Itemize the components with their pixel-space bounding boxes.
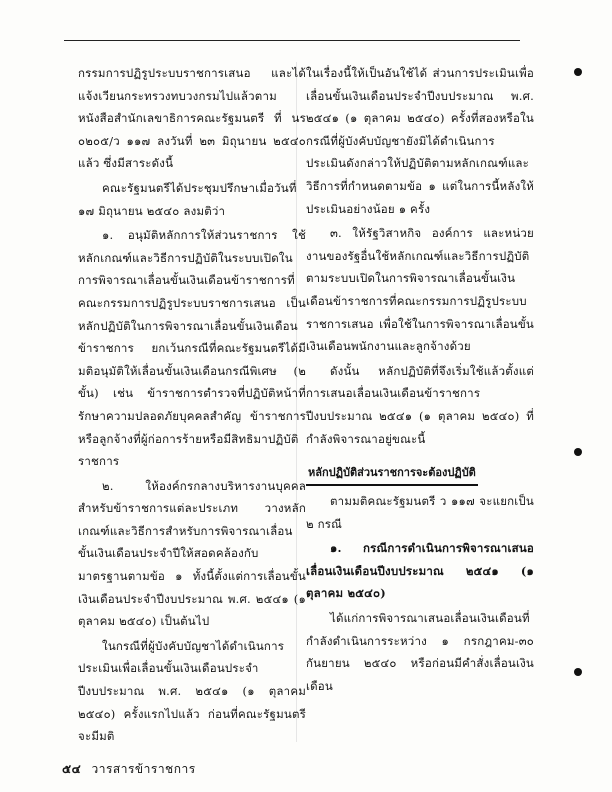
- paragraph: ตามมติคณะรัฐมนตรี ว ๑๑๗ จะแยกเป็น ๒ กรณี: [306, 494, 534, 531]
- journal-name: วารสารข้าราชการ: [91, 762, 196, 776]
- paragraph: ดังนั้น หลักปฏิบัติที่จึงเริ่มใช้แล้วตั้งแต่การเสนอเลื่อนเงินเดือนข้าราชการปีงบประมาณ ๒๕๔๑ (๑ ตุลาคม ๒๕๔๐) ที่กำลังพิจารณาอยู่ขณะนี้: [306, 363, 534, 446]
- right-column: [306, 62, 534, 699]
- header-rule: [64, 40, 520, 41]
- paragraph: ในกรณีที่ผู้บังคับบัญชาได้ดำเนินการประเมินเพื่อเลื่อนขั้นเงินเดือนประจำปีงบประมาณ พ.ศ. ๒๕๔๑ (๑ ตุลาคม ๒๕๔๐) ครั้งแรกไปแล้ว ก่อนที่คณะรัฐมนตรีจะมีมติ: [78, 638, 306, 744]
- paragraph: ในเรื่องนี้ให้เป็นอันใช้ได้ ส่วนการประเมินเพื่อเลื่อนขั้นเงินเดือนประจำปีงบประมาณ พ.ศ. ๒๕๔๑ (๑ ตุลาคม ๒๕๔๐) ครั้งที่สองหรือในกรณีที่ผู้บังคับบัญชายังมิได้ดำเนินการประเมินดังกล่าวให้ปฏิบัติตามหลักเกณฑ์และวิธีการที่กำหนดตามข้อ ๑ แต่ในการนี้หลังให้ประเมินอย่างน้อย ๑ ครั้ง: [306, 66, 534, 216]
- page-number: ๕๔: [62, 762, 82, 776]
- paragraph: ๒. ให้องค์กรกลางบริหารงานบุคคลสำหรับข้าราชการแต่ละประเภท วางหลักเกณฑ์และวิธีการสำหรับการพิจารณาเลื่อนขั้นเงินเดือนประจำปีให้สอดคล้องกับมาตรฐานตามข้อ ๑ ทั้งนี้ตั้งแต่การเลื่อนขั้นเงินเดือนประจำปีงบประมาณ พ.ศ. ๒๕๔๑ (๑ ตุลาคม ๒๕๔๐) เป็นต้นไป: [78, 478, 306, 629]
- page-footer: [62, 760, 196, 779]
- binder-hole-icon: [574, 68, 582, 76]
- paragraph: ๑. กรณีการดำเนินการพิจารณาเสนอเลื่อนเงินเดือนปีงบประมาณ ๒๕๔๑ (๑ ตุลาคม ๒๕๔๐): [306, 541, 534, 601]
- paragraph: ๑. อนุมัติหลักการให้ส่วนราชการ ใช้หลักเกณฑ์และวิธีการปฏิบัติในระบบเปิดในการพิจารณาเลื่อนขั้นเงินเดือนข้าราชการที่คณะกรรมการปฏิรูประบบราชการเสนอ เป็นหลักปฏิบัติในการพิจารณาเลื่อนขั้นเงินเดือนข้าราชการ ยกเว้นกรณีที่คณะรัฐมนตรีได้มีมติอนุมัติให้เลื่อนขั้นเงินเดือนกรณีพิเศษ (๒ ขั้น) เช่น ข้าราชการตำรวจที่ปฏิบัติหน้าที่รักษาความปลอดภัยบุคคลสำคัญ ข้าราชการหรือลูกจ้างที่ผู้ก่อการร้ายหรือมีสิทธิมาปฏิบัติราชการ: [78, 228, 306, 469]
- paragraph: ได้แก่การพิจารณาเสนอเลื่อนเงินเดือนที่กำลังดำเนินการระหว่าง ๑ กรกฎาคม-๓๐ กันยายน ๒๕๔๐ หรือก่อนมีคำสั่งเลื่อนเงินเดือน: [306, 611, 534, 693]
- section-heading: หลักปฏิบัติส่วนราชการจะต้องปฏิบัติ: [306, 462, 478, 486]
- binder-hole-icon: [574, 668, 582, 676]
- paragraph: กรรมการปฏิรูประบบราชการเสนอ และได้แจ้งเวียนกระทรวงทบวงกรมไปแล้วตามหนังสือสำนักเลขาธิการคณะรัฐมนตรี ที่ นร ๐๒๐๕/ว ๑๑๗ ลงวันที่ ๒๓ มิถุนายน ๒๕๔๐ แล้ว ซึ่งมีสาระดังนี้: [78, 66, 306, 171]
- left-column: [78, 62, 306, 750]
- binder-hole-icon: [574, 448, 582, 456]
- paragraph: คณะรัฐมนตรีได้ประชุมปรึกษาเมื่อวันที่ ๑๗ มิถุนายน ๒๕๔๐ ลงมติว่า: [78, 180, 297, 218]
- paragraph: ๓. ให้รัฐวิสาหกิจ องค์การ และหน่วยงานของรัฐอื่นใช้หลักเกณฑ์และวิธีการปฏิบัติตามระบบเปิดในการพิจารณาเลื่อนขั้นเงินเดือนข้าราชการที่คณะกรรมการปฏิรูประบบราชการเสนอ เพื่อใช้ในการพิจารณาเลื่อนขั้นเงินเดือนพนักงานและลูกจ้างด้วย: [306, 226, 534, 354]
